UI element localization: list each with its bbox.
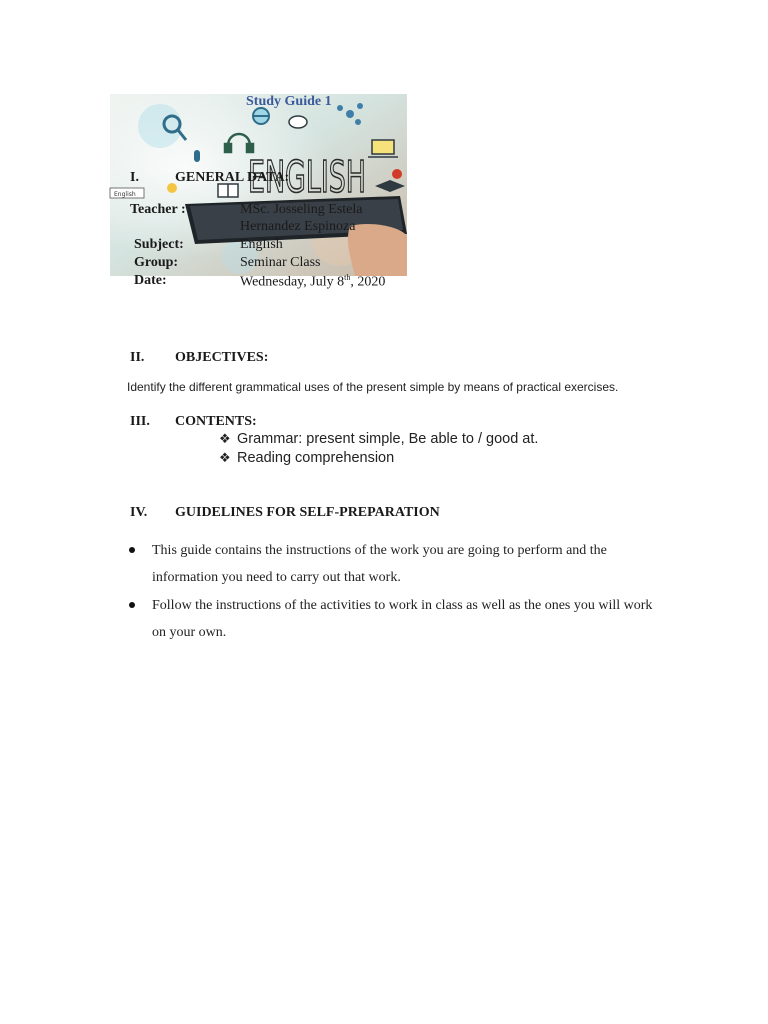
date-main: Wednesday, July 8 xyxy=(240,274,345,290)
date-label: Date: xyxy=(134,273,167,288)
diamond-bullet-icon: ❖ xyxy=(219,431,231,446)
cloud-icon xyxy=(289,116,307,128)
date-value xyxy=(240,273,385,291)
contents-item xyxy=(219,450,394,466)
banner-english-word: ENGLISH xyxy=(248,152,366,203)
apple-icon xyxy=(392,169,402,179)
subject-label: Subject: xyxy=(134,237,184,252)
bullet-dot-icon xyxy=(129,602,135,608)
group-value: Seminar Class xyxy=(240,255,321,270)
objectives-text: Identify the different grammatical uses of the present simple by means of practical exercises. xyxy=(127,380,619,394)
contents-item xyxy=(219,431,538,447)
section-iv-title: GUIDELINES FOR SELF-PREPARATION xyxy=(175,505,440,520)
section-i-title: GENERAL DATA: xyxy=(175,170,290,185)
subject-value: English xyxy=(240,237,283,252)
diamond-bullet-icon: ❖ xyxy=(219,450,231,465)
teacher-label: Teacher : xyxy=(130,202,186,217)
guideline-item xyxy=(129,592,669,646)
globe-icon xyxy=(253,108,269,124)
section-i-number: I. xyxy=(130,170,139,185)
section-iii-title: CONTENTS: xyxy=(175,414,257,429)
section-ii-number: II. xyxy=(130,350,145,365)
guideline-item-text: Follow the instructions of the activities to work in class as well as the ones you will work on your own. xyxy=(152,598,653,640)
contents-item-text: Reading comprehension xyxy=(237,450,395,466)
guideline-item xyxy=(129,537,669,591)
teacher-value-line2: Hernandez Espinoza xyxy=(240,219,356,234)
microphone-icon xyxy=(194,150,200,162)
english-tag xyxy=(110,188,144,198)
group-label: Group: xyxy=(134,255,179,270)
section-iii-number: III. xyxy=(130,414,150,429)
laptop-icon xyxy=(368,140,398,157)
english-tag-label: English xyxy=(114,191,136,198)
guideline-item-text: This guide contains the instructions of the work you are going to perform and the information you need to carry out that work. xyxy=(152,543,607,585)
study-guide-title: Study Guide 1 xyxy=(246,94,332,109)
contents-item-text: Grammar: present simple, Be able to / good at. xyxy=(237,431,539,447)
section-ii-title: OBJECTIVES: xyxy=(175,350,269,365)
teacher-value: MSc. Josseling Estela xyxy=(240,202,363,217)
date-year: , 2020 xyxy=(350,274,386,290)
bullet-dot-icon xyxy=(129,547,135,553)
date-ordinal: th xyxy=(344,273,351,282)
section-iv-number: IV. xyxy=(130,505,148,520)
